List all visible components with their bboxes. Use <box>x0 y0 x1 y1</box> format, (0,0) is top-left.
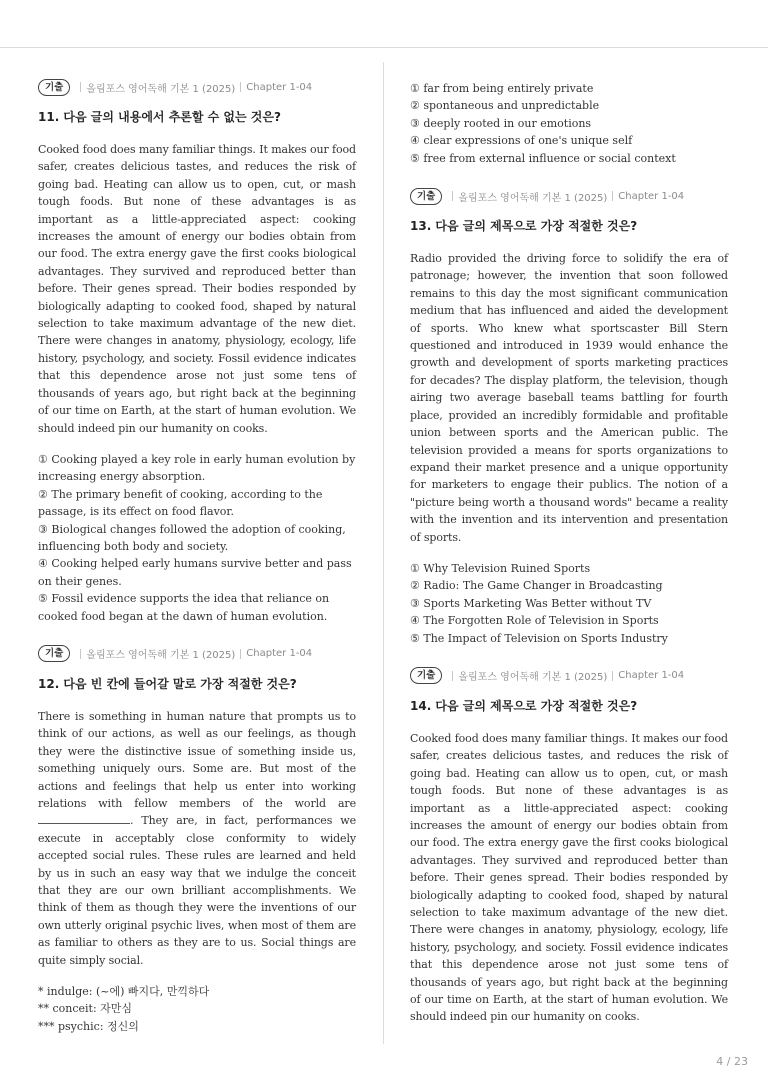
choice-2[interactable]: ② Radio: The Game Changer in Broadcasting <box>410 579 663 593</box>
note-item: *** psychic: 정신의 <box>38 1019 139 1033</box>
choice-4[interactable]: ④ The Forgotten Role of Television in Sports <box>410 614 659 628</box>
answer-blank <box>38 813 130 824</box>
choice-1[interactable]: ① Why Television Ruined Sports <box>410 561 591 575</box>
exam-badge: 기출 <box>410 667 442 684</box>
choice-5[interactable]: ⑤ free from external influence or social context <box>410 151 676 165</box>
choice-3[interactable]: ③ deeply rooted in our emotions <box>410 116 592 130</box>
source-book: 올림포스 영어독해 기본 1 (2025) <box>86 650 236 662</box>
spacer <box>38 625 356 645</box>
source-line <box>410 187 728 205</box>
answer-choices <box>410 560 728 647</box>
source-separator <box>240 82 241 92</box>
choice-4[interactable]: ④ Cooking helped early humans survive better and pass on their genes. <box>38 557 352 588</box>
choice-4[interactable]: ④ clear expressions of one's unique self <box>410 134 633 148</box>
choice-2[interactable]: ② spontaneous and unpredictable <box>410 99 600 113</box>
source-separator <box>612 671 613 681</box>
choice-3[interactable]: ③ Sports Marketing Was Better without TV <box>410 596 652 610</box>
source-line <box>410 667 728 685</box>
question-12 <box>38 645 356 1035</box>
question-14 <box>410 667 728 1026</box>
choice-3[interactable]: ③ Biological changes followed the adoption of cooking, influencing both body and society. <box>38 522 346 553</box>
spacer <box>410 167 728 187</box>
choice-5[interactable]: ⑤ Fossil evidence supports the idea that reliance on cooked food began at the dawn of human evolution. <box>38 592 330 623</box>
right-column <box>410 80 728 1026</box>
source-separator <box>612 191 613 201</box>
question-title: 14. 다음 글의 제목으로 가장 적절한 것은? <box>410 698 638 713</box>
passage: Cooked food does many familiar things. It makes our food safer, creates delicious tastes, and reduces the risk of going bad. Heating can allow us to open, cut, or mash tough foods. But none of these advantages is as important as a little-appreciated aspect: cooking increases the amount of energy our bodies obtain from our food. The extra energy gave the first cooks biological advantages. They survived and reproduced better than before. Their genes spread. Their bodies responded by biologically adapting to cooked food, shaped by natural selection to take maximum advantage of the new diet. There were changes in anatomy, physiology, ecology, life history, psychology, and society. Fossil evidence indicates that this dependence arose not just some tens of thousands of years ago, but right back at the beginning of our time on Earth, at the start of human evolution. We should indeed pin our humanity on cooks. <box>38 143 356 435</box>
question-13 <box>410 187 728 647</box>
passage: Radio provided the driving force to solidify the era of patronage; however, the invention that soon followed remains to this day the most significant communication medium that has influenced and aided the development of sports. Who knew what sportscaster Bill Stern questioned and introduced in 1939 would enhance the growth and development of sports marketing practices for decades? The display platform, the television, though airing two average baseball teams battling for fourth place, provided an incredibly formidable and profitable union between sports and the American public. The television provided a means for sports organizations to expand their market presence and a unique opportunity for marketers to engage their publics. The notion of a "picture being worth a thousand words" became a reality with the invention and its intervention and presentation of sports. <box>410 252 728 544</box>
page-number: 4 / 23 <box>716 1055 748 1068</box>
source-book: 올림포스 영어독해 기본 1 (2025) <box>458 192 608 204</box>
vocabulary-notes <box>38 983 356 1035</box>
column-divider <box>383 62 384 1044</box>
note-item: * indulge: (~에) 빠지다, 만끽하다 <box>38 985 210 999</box>
exam-badge: 기출 <box>38 645 70 662</box>
choice-5[interactable]: ⑤ The Impact of Television on Sports Industry <box>410 631 668 645</box>
source-line <box>38 645 356 663</box>
source-book: 올림포스 영어독해 기본 1 (2025) <box>86 83 236 95</box>
choice-1[interactable]: ① far from being entirely private <box>410 82 594 95</box>
question-title: 12. 다음 빈 칸에 들어갈 말로 가장 적절한 것은? <box>38 676 297 691</box>
source-separator <box>240 649 241 659</box>
source-separator <box>452 191 453 201</box>
answer-choices <box>410 80 728 167</box>
source-chapter: Chapter 1-04 <box>618 670 685 682</box>
passage-after-blank: . They are, in fact, performances we execute in acceptably close conformity to widely accepted social rules. These rules are learned and held by us in such an easy way that we indulge the conceit that they are our own brilliant accomplishments. We think of them as though they were the inventions of our own utterly original psychic lives, when most of them are as familiar to others as they are to us. Social things are quite simply social. <box>38 814 356 967</box>
question-11 <box>38 78 356 625</box>
answer-choices <box>38 451 356 625</box>
source-separator <box>80 82 81 92</box>
question-title: 13. 다음 글의 제목으로 가장 적절한 것은? <box>410 219 638 234</box>
source-line <box>38 78 356 96</box>
choice-2[interactable]: ② The primary benefit of cooking, according to the passage, is its effect on food flavor. <box>38 487 323 519</box>
source-chapter: Chapter 1-04 <box>618 190 685 202</box>
source-chapter: Chapter 1-04 <box>246 648 313 660</box>
source-book: 올림포스 영어독해 기본 1 (2025) <box>458 672 608 684</box>
passage-before-blank: There is something in human nature that prompts us to think of our actions, as well as our feelings, as though they were the distinctive issue of something inside us, something uniquely ours. Some are. But most of the actions and feelings that help us enter into working relations with fellow members of the world are <box>38 709 356 810</box>
spacer <box>410 647 728 667</box>
exam-badge: 기출 <box>410 188 442 205</box>
exam-badge: 기출 <box>38 79 70 96</box>
source-chapter: Chapter 1-04 <box>246 81 313 93</box>
source-separator <box>80 649 81 659</box>
passage: Cooked food does many familiar things. It makes our food safer, creates delicious tastes, and reduces the risk of going bad. Heating can allow us to open, cut, or mash tough foods. But none of these advantages is as important as a little-appreciated aspect: cooking increases the amount of energy our bodies obtain from our food. The extra energy gave the first cooks biological advantages. They survived and reproduced better than before. Their genes spread. Their bodies responded by biologically adapting to cooked food, shaped by natural selection to take maximum advantage of the new diet. There were changes in anatomy, physiology, ecology, life history, psychology, and society. Fossil evidence indicates that this dependence arose not just some tens of thousands of years ago, but right back at the beginning of our time on Earth, at the start of human evolution. We should indeed pin our humanity on cooks. <box>410 731 728 1024</box>
left-column <box>38 78 356 1035</box>
choice-1[interactable]: ① Cooking played a key role in early human evolution by increasing energy absorption. <box>38 452 356 484</box>
note-item: ** conceit: 자만심 <box>38 1002 133 1016</box>
passage <box>38 708 356 969</box>
question-title: 11. 다음 글의 내용에서 추론할 수 없는 것은? <box>38 110 281 124</box>
source-separator <box>452 671 453 681</box>
header-rule <box>0 47 768 48</box>
